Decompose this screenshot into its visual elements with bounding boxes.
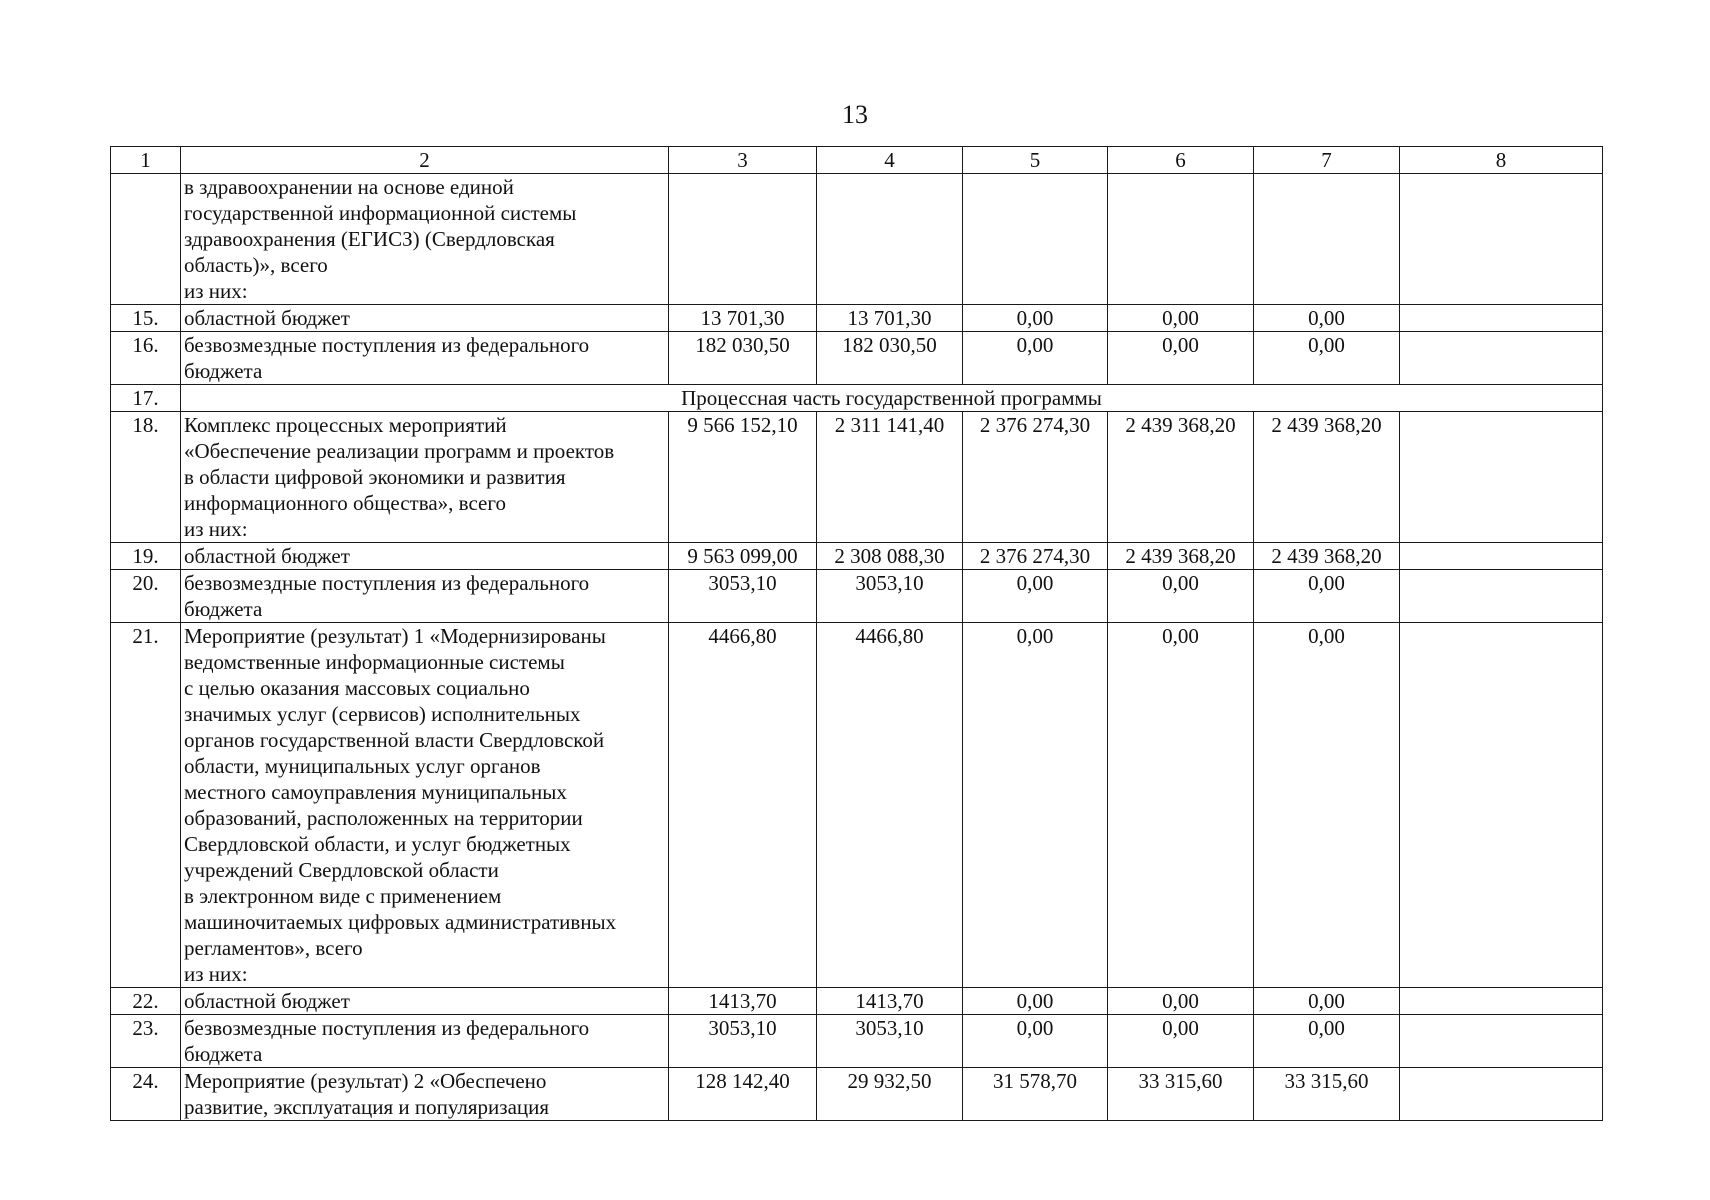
table-row [111, 543, 1603, 570]
value-cell-c4: 2 308 088,30 [817, 543, 963, 570]
value-cell-c3: 3053,10 [669, 1015, 817, 1068]
value-cell-c7: 0,00 [1254, 623, 1400, 988]
value-cell-c3: 9 563 099,00 [669, 543, 817, 570]
value-cell-c3: 128 142,40 [669, 1068, 817, 1121]
row-number-cell: 16. [111, 332, 181, 385]
value-cell-c8 [1400, 988, 1603, 1015]
value-cell-c5: 0,00 [963, 623, 1108, 988]
value-cell-c7: 2 439 368,20 [1254, 543, 1400, 570]
value-cell-c8 [1400, 570, 1603, 623]
value-cell-c6: 2 439 368,20 [1108, 543, 1254, 570]
value-cell-c5: 0,00 [963, 1015, 1108, 1068]
value-cell-c6: 0,00 [1108, 623, 1254, 988]
description-cell: Мероприятие (результат) 2 «Обеспечено развитие, эксплуатация и популяризация [181, 1068, 669, 1121]
row-number-cell: 21. [111, 623, 181, 988]
header-cell: 4 [817, 147, 963, 174]
description-cell: в здравоохранении на основе единой государственной информационной системы здравоохранения (ЕГИСЗ) (Свердловская область)», всего из них: [181, 174, 669, 305]
table-row [111, 988, 1603, 1015]
value-cell-c7: 33 315,60 [1254, 1068, 1400, 1121]
value-cell-c4: 3053,10 [817, 570, 963, 623]
value-cell-c5: 0,00 [963, 988, 1108, 1015]
value-cell-c3 [669, 174, 817, 305]
value-cell-c5: 0,00 [963, 305, 1108, 332]
row-number-cell: 17. [111, 385, 181, 412]
value-cell-c6: 0,00 [1108, 1015, 1254, 1068]
value-cell-c4 [817, 174, 963, 305]
description-cell: областной бюджет [181, 988, 669, 1015]
description-cell: безвозмездные поступления из федерального бюджета [181, 1015, 669, 1068]
value-cell-c5: 0,00 [963, 570, 1108, 623]
value-cell-c8 [1400, 412, 1603, 543]
table-row [111, 412, 1603, 543]
value-cell-c7: 0,00 [1254, 988, 1400, 1015]
value-cell-c6: 0,00 [1108, 988, 1254, 1015]
header-row [111, 147, 1603, 174]
header-cell: 6 [1108, 147, 1254, 174]
row-number-cell: 23. [111, 1015, 181, 1068]
table-body [111, 147, 1603, 1121]
value-cell-c6: 0,00 [1108, 332, 1254, 385]
value-cell-c7: 0,00 [1254, 305, 1400, 332]
table-row [111, 570, 1603, 623]
value-cell-c5: 0,00 [963, 332, 1108, 385]
budget-table [110, 146, 1603, 1121]
value-cell-c4: 2 311 141,40 [817, 412, 963, 543]
table-row [111, 174, 1603, 305]
page-number: 13 [842, 100, 868, 129]
value-cell-c8 [1400, 623, 1603, 988]
table-row [111, 1068, 1603, 1121]
value-cell-c7 [1254, 174, 1400, 305]
row-number-cell: 24. [111, 1068, 181, 1121]
value-cell-c6 [1108, 174, 1254, 305]
value-cell-c4: 13 701,30 [817, 305, 963, 332]
value-cell-c6: 0,00 [1108, 570, 1254, 623]
value-cell-c3: 3053,10 [669, 570, 817, 623]
description-cell: безвозмездные поступления из федерального бюджета [181, 570, 669, 623]
value-cell-c7: 0,00 [1254, 1015, 1400, 1068]
value-cell-c4: 182 030,50 [817, 332, 963, 385]
header-cell: 5 [963, 147, 1108, 174]
value-cell-c4: 29 932,50 [817, 1068, 963, 1121]
value-cell-c3: 13 701,30 [669, 305, 817, 332]
table-row [111, 332, 1603, 385]
value-cell-c3: 182 030,50 [669, 332, 817, 385]
value-cell-c4: 3053,10 [817, 1015, 963, 1068]
table-row [111, 385, 1603, 412]
header-cell: 8 [1400, 147, 1603, 174]
row-number-cell: 22. [111, 988, 181, 1015]
value-cell-c3: 9 566 152,10 [669, 412, 817, 543]
value-cell-c7: 2 439 368,20 [1254, 412, 1400, 543]
value-cell-c6: 0,00 [1108, 305, 1254, 332]
description-cell: областной бюджет [181, 305, 669, 332]
section-heading-cell: Процессная часть государственной программы [181, 385, 1603, 412]
table-row [111, 305, 1603, 332]
header-cell: 2 [181, 147, 669, 174]
row-number-cell: 19. [111, 543, 181, 570]
value-cell-c8 [1400, 174, 1603, 305]
value-cell-c8 [1400, 543, 1603, 570]
value-cell-c4: 4466,80 [817, 623, 963, 988]
value-cell-c7: 0,00 [1254, 570, 1400, 623]
value-cell-c8 [1400, 305, 1603, 332]
value-cell-c7: 0,00 [1254, 332, 1400, 385]
description-cell: Комплекс процессных мероприятий «Обеспечение реализации программ и проектов в области цифровой экономики и развития информационного общества», всего из них: [181, 412, 669, 543]
row-number-cell: 15. [111, 305, 181, 332]
value-cell-c5: 31 578,70 [963, 1068, 1108, 1121]
description-cell: безвозмездные поступления из федерального бюджета [181, 332, 669, 385]
value-cell-c6: 33 315,60 [1108, 1068, 1254, 1121]
value-cell-c8 [1400, 1015, 1603, 1068]
row-number-cell [111, 174, 181, 305]
description-cell: Мероприятие (результат) 1 «Модернизированы ведомственные информационные системы с целью оказания массовых социально значимых услуг (сервисов) исполнительных органов государственной власти Свердловской области, муниципальных услуг органов местного самоуправления муниципальных образований, расположенных на территории Свердловской области, и услуг бюджетных учреждений Свердловской области в электронном виде с применением машиночитаемых цифровых административных регламентов», всего из них: [181, 623, 669, 988]
row-number-cell: 18. [111, 412, 181, 543]
value-cell-c8 [1400, 332, 1603, 385]
row-number-cell: 20. [111, 570, 181, 623]
value-cell-c5 [963, 174, 1108, 305]
header-cell: 3 [669, 147, 817, 174]
value-cell-c5: 2 376 274,30 [963, 543, 1108, 570]
table-row [111, 1015, 1603, 1068]
table-row [111, 623, 1603, 988]
value-cell-c4: 1413,70 [817, 988, 963, 1015]
header-cell: 1 [111, 147, 181, 174]
value-cell-c8 [1400, 1068, 1603, 1121]
value-cell-c6: 2 439 368,20 [1108, 412, 1254, 543]
description-cell: областной бюджет [181, 543, 669, 570]
value-cell-c5: 2 376 274,30 [963, 412, 1108, 543]
value-cell-c3: 4466,80 [669, 623, 817, 988]
header-cell: 7 [1254, 147, 1400, 174]
value-cell-c3: 1413,70 [669, 988, 817, 1015]
